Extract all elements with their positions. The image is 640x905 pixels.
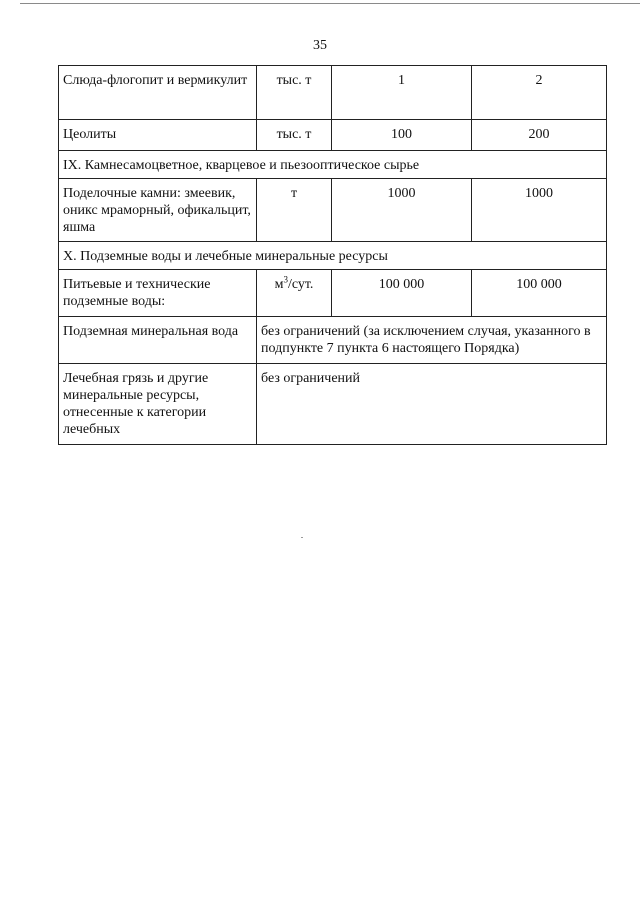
page-number: 35 xyxy=(313,38,327,53)
table-row xyxy=(59,66,607,120)
section-title: IX. Камнесамоцветное, кварцевое и пьезооптическое сырье xyxy=(59,151,607,179)
unit-base: м xyxy=(274,277,284,292)
scan-top-edge xyxy=(20,3,640,4)
value-cell: 100 000 xyxy=(472,270,607,317)
table-row xyxy=(59,179,607,242)
value-cell: 2 xyxy=(472,66,607,120)
value-cell: 200 xyxy=(472,120,607,151)
section-title: X. Подземные воды и лечебные минеральные ресурсы xyxy=(59,242,607,270)
unit-cell xyxy=(257,270,332,317)
unit-cell: тыс. т xyxy=(257,66,332,120)
resource-name: Подземная минеральная вода xyxy=(59,317,257,364)
value-cell: 1 xyxy=(332,66,472,120)
merged-value-cell: без ограничений xyxy=(257,364,607,445)
table-row xyxy=(59,120,607,151)
unit-rest: /сут. xyxy=(287,277,314,292)
value-cell: 100 000 xyxy=(332,270,472,317)
unit-cell: тыс. т xyxy=(257,120,332,151)
resource-name: Поделочные камни: змеевик, оникс мраморный, офикальцит, яшма xyxy=(59,179,257,242)
limits-table xyxy=(58,65,607,445)
section-row xyxy=(59,151,607,179)
value-cell: 1000 xyxy=(472,179,607,242)
unit-superscript: 3 xyxy=(283,274,288,285)
section-row xyxy=(59,242,607,270)
table-row xyxy=(59,364,607,445)
unit-cell: т xyxy=(257,179,332,242)
merged-value-cell: без ограничений (за исключением случая, указанного в подпункте 7 пункта 6 настоящего Порядка) xyxy=(257,317,607,364)
scan-speck xyxy=(301,537,303,538)
value-cell: 100 xyxy=(332,120,472,151)
resource-name: Лечебная грязь и другие минеральные ресурсы, отнесенные к категории лечебных xyxy=(59,364,257,445)
value-cell: 1000 xyxy=(332,179,472,242)
resource-name: Питьевые и технические подземные воды: xyxy=(59,270,257,317)
table-row xyxy=(59,270,607,317)
table-row xyxy=(59,317,607,364)
resource-name: Слюда-флогопит и вермикулит xyxy=(59,66,257,120)
resource-name: Цеолиты xyxy=(59,120,257,151)
